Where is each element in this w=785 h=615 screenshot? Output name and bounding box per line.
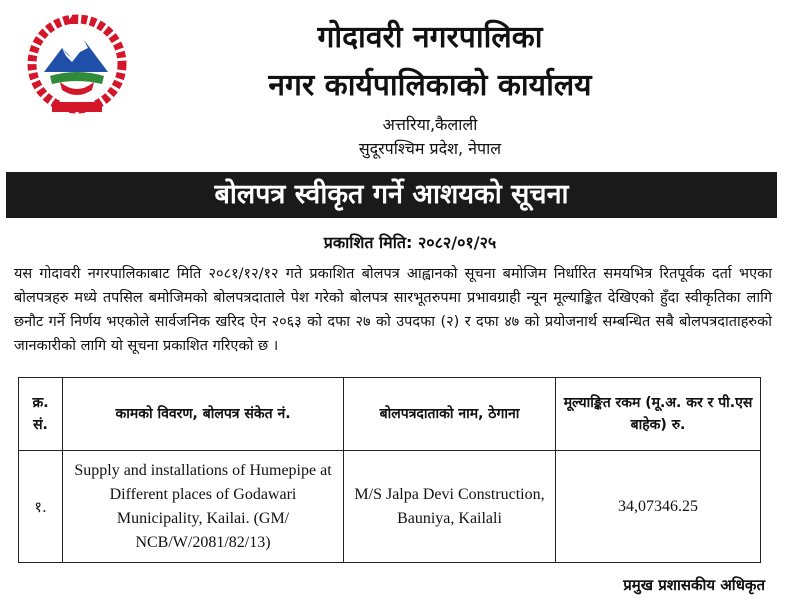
office-name: नगर कार्यपालिकाको कार्यालय xyxy=(268,68,592,103)
table-row xyxy=(19,451,761,563)
municipality-name: गोदावरी नगरपालिका xyxy=(317,20,543,55)
cell-bidder: M/S Jalpa Devi Construction, Bauniya, Kailali xyxy=(344,451,556,563)
nepal-emblem-icon xyxy=(22,12,132,120)
signatory-title: प्रमुख प्रशासकीय अधिकृत xyxy=(623,576,765,594)
notice-title-banner: बोलपत्र स्वीकृत गर्ने आशयको सूचना xyxy=(6,172,777,218)
address-line-1: अत्तरिया,कैलाली xyxy=(382,115,478,134)
cell-amount: 34,07346.25 xyxy=(556,451,761,563)
cell-description: Supply and installations of Humepipe at Different places of Godawari Municipality, Kailai. (GM/ NCB/W/2081/82/13) xyxy=(63,451,344,563)
header-sn: क्र. सं. xyxy=(19,378,63,451)
cell-sn: १. xyxy=(19,451,63,563)
address-line-2: सुदूरपश्चिम प्रदेश, नेपाल xyxy=(358,139,502,158)
header-bidder: बोलपत्रदाताको नाम, ठेगाना xyxy=(344,378,556,451)
header-description: कामको विवरण, बोलपत्र संकेत नं. xyxy=(63,378,344,451)
notice-body: यस गोदावरी नगरपालिकाबाट मिति २०८१/१२/१२ गते प्रकाशित बोलपत्र आह्वानको सूचना बमोजिम निर्धारित समयभित्र रितपूर्वक दर्ता भएका बोलपत्रहरु मध्ये तपसिल बमोजिमको बोलपत्रदाताले पेश गरेको बोलपत्र सारभूतरुपमा प्रभावग्राही न्यून मूल्याङ्कित देखिएको हुँदा स्वीकृतिका लागि छनौट गर्ने निर्णय भएकोले सार्वजनिक खरिद ऐन २०६३ को दफा २७ को उपदफा (२) र दफा ४७ को प्रयोजनार्थ सम्बन्धित सबै बोलपत्रदाताहरुको जानकारीको लागि यो सूचना प्रकाशित गरिएको छ । xyxy=(14,266,772,354)
published-date: प्रकाशित मिति: २०८२/०१/२५ xyxy=(323,233,497,252)
table-header-row xyxy=(19,378,761,451)
bid-table xyxy=(18,377,761,563)
header-amount: मूल्याङ्कित रकम (मू.अ. कर र पी.एस बाहेक) रु. xyxy=(556,378,761,451)
